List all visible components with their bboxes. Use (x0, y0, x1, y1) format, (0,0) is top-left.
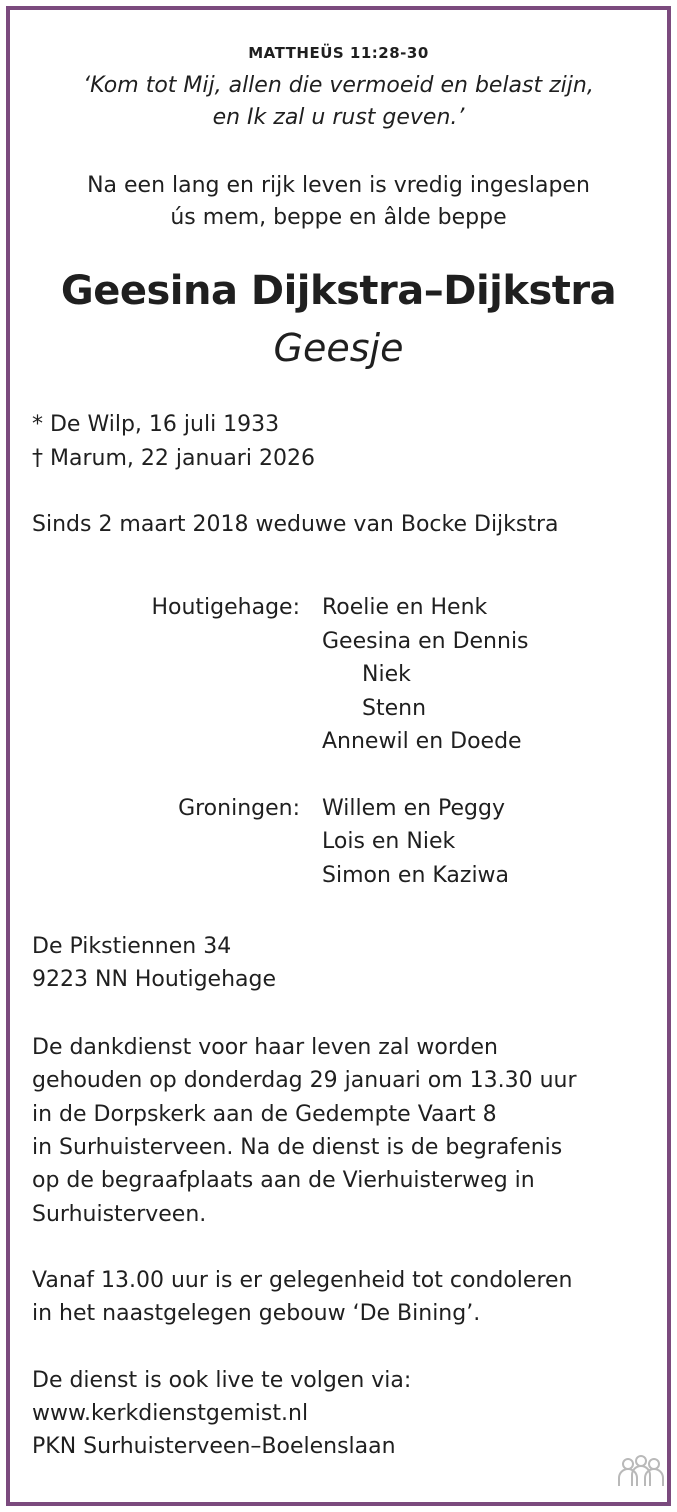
grandchild: Niek (362, 662, 411, 687)
death-line: † Marum, 22 januari 2026 (32, 446, 315, 471)
family-member: Simon en Kaziwa (322, 863, 510, 888)
family-place-label: Groningen: (178, 796, 300, 821)
condolence-line: in het naastgelegen gebouw ‘De Bining’. (32, 1301, 481, 1326)
livestream-line: PKN Surhuisterveen–Boelenslaan (32, 1434, 396, 1459)
verse-line-1: ‘Kom tot Mij, allen die vermoeid en belast zijn, (83, 73, 594, 98)
widow-line: Sinds 2 maart 2018 weduwe van Bocke Dijkstra (32, 512, 559, 537)
livestream-line: De dienst is ook live te volgen via: (32, 1368, 412, 1393)
service-line: De dankdienst voor haar leven zal worden (32, 1035, 498, 1060)
verse-reference: MATTHEÜS 11:28-30 (248, 44, 429, 62)
family-member: Geesina en Dennis (322, 629, 529, 654)
birth-line: * De Wilp, 16 juli 1933 (32, 412, 280, 437)
service-line: Surhuisterveen. (32, 1202, 207, 1227)
deceased-name: Geesina Dijkstra–Dijkstra (60, 268, 617, 314)
family-place-label: Houtigehage: (151, 595, 300, 620)
intro-line-2: ús mem, beppe en âlde beppe (170, 205, 507, 230)
service-line: in de Dorpskerk aan de Gedempte Vaart 8 (32, 1102, 497, 1127)
address-street: De Pikstiennen 34 (32, 934, 232, 959)
service-line: gehouden op donderdag 29 januari om 13.30 uur (32, 1068, 577, 1093)
address-city: 9223 NN Houtigehage (32, 967, 276, 992)
service-line: op de begraafplaats aan de Vierhuisterweg in (32, 1168, 535, 1193)
deceased-nickname: Geesje (273, 326, 404, 370)
condolence-line: Vanaf 13.00 uur is er gelegenheid tot condoleren (32, 1268, 573, 1293)
livestream-url: www.kerkdienstgemist.nl (32, 1401, 309, 1426)
service-line: in Surhuisterveen. Na de dienst is de begrafenis (32, 1135, 563, 1160)
people-group-icon (616, 1452, 666, 1496)
family-member: Roelie en Henk (322, 595, 488, 620)
family-member: Annewil en Doede (322, 729, 522, 754)
family-member: Willem en Peggy (322, 796, 506, 821)
family-member: Lois en Niek (322, 829, 456, 854)
grandchild: Stenn (362, 696, 427, 721)
intro-line-1: Na een lang en rijk leven is vredig ingeslapen (87, 173, 590, 198)
verse-line-2: en Ik zal u rust geven.’ (212, 105, 465, 130)
